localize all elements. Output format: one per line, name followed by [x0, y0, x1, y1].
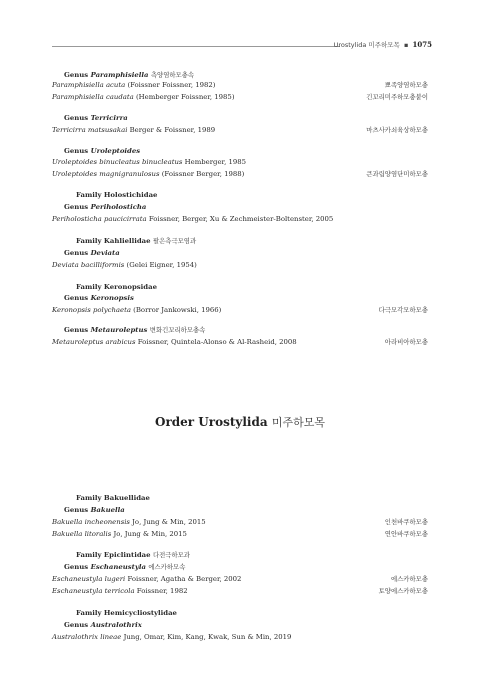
- genus-rank: Genus: [64, 114, 89, 122]
- genus-entry: [64, 505, 125, 515]
- species-authority: Foissner, Quintela-Alonso & Al-Rasheid, 2008: [137, 338, 297, 346]
- species-entry: [52, 574, 241, 584]
- species-row: [0, 574, 480, 584]
- species-name: Periholosticha paucicirrata: [52, 215, 147, 223]
- genus-row: [0, 70, 480, 80]
- species-name: Uroleptoides magnigranulosus: [52, 170, 160, 178]
- species-authority: Foissner, 1982: [136, 587, 188, 595]
- korean-common-name: 다극모각모하모충: [378, 306, 428, 314]
- species-name: Uroleptoides binucleatus binucleatus: [52, 158, 183, 166]
- korean-common-name: 아라비아하모충: [384, 338, 428, 346]
- korean-common-name: 뾰족양염하모충: [384, 81, 428, 89]
- genus-korean-name: 측양염하모충속: [150, 71, 195, 79]
- genus-name: Deviata: [90, 249, 120, 257]
- genus-entry: [64, 620, 142, 630]
- genus-entry: [64, 70, 194, 80]
- genus-rank: Genus: [64, 203, 89, 211]
- family-row: [0, 608, 480, 618]
- species-name: Bakuella litoralis: [52, 530, 112, 538]
- species-name: Australothrix lineae: [52, 633, 122, 641]
- genus-name: Uroleptoides: [90, 147, 141, 155]
- species-name: Deviata bacilliformis: [52, 261, 125, 269]
- species-entry: [52, 632, 291, 642]
- family-entry: [76, 550, 190, 560]
- species-authority: Jo, Jung & Min, 2015: [132, 518, 206, 526]
- genus-entry: [64, 113, 128, 123]
- family-name: Kahliellidae: [103, 237, 151, 245]
- species-name: Paramphisiella caudata: [52, 93, 134, 101]
- korean-common-name: 마츠사카쇠육상하모충: [366, 126, 428, 134]
- genus-korean-name: 변화긴꼬리하모충속: [149, 326, 206, 334]
- species-entry: [52, 517, 206, 527]
- species-authority: (Hemberger Foissner, 1985): [135, 93, 235, 101]
- species-authority: (Foissner Foissner, 1982): [127, 81, 216, 89]
- species-entry: [52, 125, 215, 135]
- family-rank: Family: [76, 283, 102, 291]
- family-rank: Family: [76, 494, 102, 502]
- family-name: Bakuellidae: [103, 494, 150, 502]
- korean-common-name: 큰과립양염단미하모충: [366, 170, 428, 178]
- korean-common-name: 인천바쿠하모충: [384, 518, 428, 526]
- genus-entry: [64, 293, 134, 303]
- genus-entry: [64, 562, 185, 572]
- genus-rank: Genus: [64, 249, 89, 257]
- family-rank: Family: [76, 551, 102, 559]
- species-entry: [52, 586, 188, 596]
- header-section: Urostylida 미주하모목: [333, 41, 400, 49]
- genus-entry: [64, 146, 140, 156]
- species-authority: Hemberger, 1985: [184, 158, 246, 166]
- species-authority: Foissner, Agatha & Berger, 2002: [127, 575, 242, 583]
- species-name: Keronopsis polychaeta: [52, 306, 131, 314]
- genus-entry: [64, 325, 205, 335]
- family-row: [0, 190, 480, 200]
- genus-rank: Genus: [64, 563, 89, 571]
- species-authority: Foissner, Berger, Xu & Zechmeister-Boltenster, 2005: [148, 215, 334, 223]
- genus-name: Bakuella: [90, 506, 125, 514]
- korean-common-name: 에스카하모충: [390, 575, 428, 583]
- genus-row: [0, 248, 480, 258]
- genus-name: Metauroleptus: [90, 326, 148, 334]
- header-bullet: ▪: [401, 41, 411, 49]
- species-row: [0, 92, 480, 102]
- genus-row: [0, 293, 480, 303]
- genus-name: Eschaneustyla: [90, 563, 146, 571]
- order-korean-name: 미주하모목: [271, 416, 325, 429]
- species-name: Terricirra matsusakai: [52, 126, 128, 134]
- species-name: Bakuella incheonensis: [52, 518, 130, 526]
- genus-row: [0, 620, 480, 630]
- genus-korean-name: 에스카하모속: [148, 563, 186, 571]
- korean-common-name: 토양에스카하모충: [378, 587, 428, 595]
- species-row: [0, 337, 480, 347]
- family-name: Keronopsidae: [103, 283, 157, 291]
- order-heading: [0, 414, 480, 430]
- species-authority: (Gelei Eigner, 1954): [126, 261, 197, 269]
- species-row: [0, 632, 480, 642]
- genus-row: [0, 146, 480, 156]
- species-name: Eschaneustyla terricola: [52, 587, 135, 595]
- order-name: Order Urostylida: [155, 415, 268, 429]
- genus-rank: Genus: [64, 621, 89, 629]
- species-row: [0, 586, 480, 596]
- korean-common-name: 연안바쿠하모충: [384, 530, 428, 538]
- genus-rank: Genus: [64, 147, 89, 155]
- family-entry: [76, 493, 150, 503]
- genus-entry: [64, 202, 146, 212]
- species-name: Eschaneustyla lugeri: [52, 575, 126, 583]
- family-row: [0, 236, 480, 246]
- species-name: Paramphisiella acuta: [52, 81, 126, 89]
- genus-entry: [64, 248, 120, 258]
- running-header: [52, 40, 432, 52]
- species-authority: Jung, Omar, Kim, Kang, Kwak, Sun & Min, 2019: [123, 633, 292, 641]
- species-entry: [52, 92, 235, 102]
- species-entry: [52, 214, 333, 224]
- genus-rank: Genus: [64, 294, 89, 302]
- family-rank: Family: [76, 237, 102, 245]
- species-entry: [52, 337, 297, 347]
- genus-name: Periholosticha: [90, 203, 147, 211]
- species-authority: Berger & Foissner, 1989: [129, 126, 216, 134]
- family-row: [0, 282, 480, 292]
- species-row: [0, 529, 480, 539]
- species-row: [0, 80, 480, 90]
- family-entry: [76, 236, 196, 246]
- genus-name: Australothrix: [90, 621, 142, 629]
- species-entry: [52, 157, 246, 167]
- family-row: [0, 493, 480, 503]
- genus-row: [0, 113, 480, 123]
- family-entry: [76, 190, 157, 200]
- genus-row: [0, 202, 480, 212]
- genus-rank: Genus: [64, 506, 89, 514]
- genus-name: Keronopsis: [90, 294, 134, 302]
- header-text: [334, 40, 432, 49]
- family-name: Hemicycliostylidae: [103, 609, 177, 617]
- species-row: [0, 214, 480, 224]
- genus-row: [0, 562, 480, 572]
- family-rank: Family: [76, 191, 102, 199]
- species-row: [0, 125, 480, 135]
- genus-row: [0, 505, 480, 515]
- species-entry: [52, 529, 187, 539]
- family-korean-name: 팔은측극모염과: [152, 237, 197, 245]
- species-row: [0, 157, 480, 167]
- family-korean-name: 다전극하모과: [152, 551, 190, 559]
- genus-row: [0, 325, 480, 335]
- header-rule: [52, 46, 340, 47]
- species-entry: [52, 260, 197, 270]
- family-rank: Family: [76, 609, 102, 617]
- species-row: [0, 517, 480, 527]
- species-row: [0, 260, 480, 270]
- family-entry: [76, 282, 157, 292]
- family-name: Holostichidae: [103, 191, 158, 199]
- species-authority: (Borror Jankowski, 1966): [133, 306, 222, 314]
- species-row: [0, 169, 480, 179]
- genus-name: Paramphisiella: [90, 71, 149, 79]
- genus-name: Terricirra: [90, 114, 128, 122]
- species-entry: [52, 169, 244, 179]
- species-name: Metauroleptus arabicus: [52, 338, 136, 346]
- genus-rank: Genus: [64, 71, 89, 79]
- species-row: [0, 305, 480, 315]
- korean-common-name: 긴꼬리미주하모충붙이: [366, 93, 428, 101]
- page-number: 1075: [412, 40, 432, 49]
- family-name: Epiclintidae: [103, 551, 151, 559]
- genus-rank: Genus: [64, 326, 89, 334]
- species-authority: Jo, Jung & Min, 2015: [113, 530, 187, 538]
- family-entry: [76, 608, 177, 618]
- species-entry: [52, 80, 215, 90]
- family-row: [0, 550, 480, 560]
- species-authority: (Foissner Berger, 1988): [161, 170, 245, 178]
- species-entry: [52, 305, 221, 315]
